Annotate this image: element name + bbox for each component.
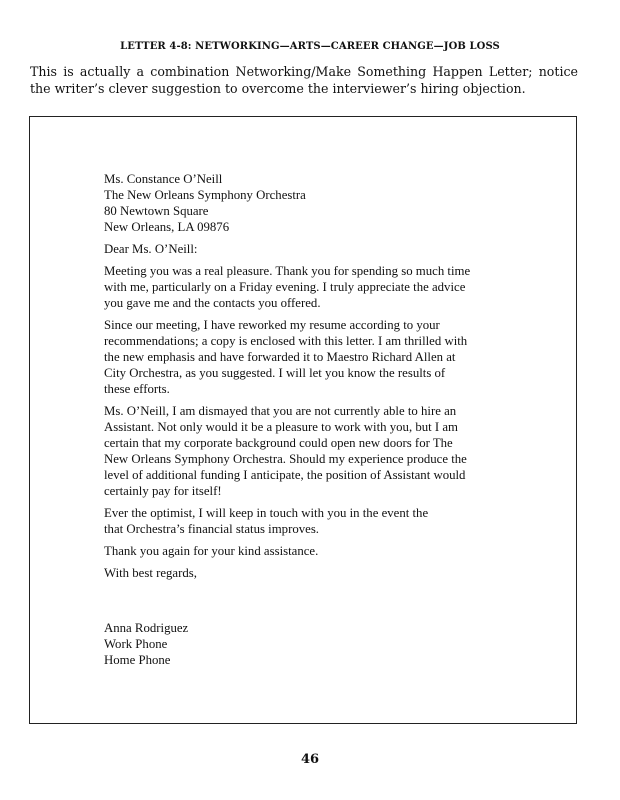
address-line: New Orleans, LA 09876 — [104, 220, 230, 234]
signature-block — [104, 620, 504, 668]
signature-name: Anna Rodriguez — [104, 621, 189, 635]
paragraph-3 — [104, 403, 504, 499]
salutation — [104, 241, 504, 257]
paragraph-line: Since our meeting, I have reworked my resume according to your — [104, 318, 440, 332]
closing — [104, 565, 504, 581]
address-line: Ms. Constance O’Neill — [104, 172, 223, 186]
paragraph-line: Meeting you was a real pleasure. Thank you for spending so much time — [104, 264, 471, 278]
paragraph-line: certain that my corporate background could open new doors for The — [104, 436, 453, 450]
paragraph-line: level of additional funding I anticipate, the position of Assistant would — [104, 468, 466, 482]
paragraph-5 — [104, 543, 504, 559]
paragraph-line: recommendations; a copy is enclosed with this letter. I am thrilled with — [104, 334, 468, 348]
paragraph-line: you gave me and the contacts you offered. — [104, 296, 321, 310]
paragraph-line: these efforts. — [104, 382, 170, 396]
paragraph-line: Assistant. Not only would it be a pleasure to work with you, but I am — [104, 420, 459, 434]
paragraph-line: City Orchestra, as you suggested. I will let you know the results of — [104, 366, 446, 380]
paragraph-line: New Orleans Symphony Orchestra. Should my experience produce the — [104, 452, 467, 466]
paragraph-line: Ms. O’Neill, I am dismayed that you are not currently able to hire an — [104, 404, 457, 418]
paragraph-line: certainly pay for itself! — [104, 484, 222, 498]
paragraph-line: the new emphasis and have forwarded it to Maestro Richard Allen at — [104, 350, 456, 364]
address-line: The New Orleans Symphony Orchestra — [104, 188, 306, 202]
recipient-address — [104, 171, 504, 235]
paragraph-2 — [104, 317, 504, 397]
paragraph-line: with me, particularly on a Friday evening. I truly appreciate the advice — [104, 280, 466, 294]
signature-work-phone: Work Phone — [104, 637, 168, 651]
paragraph-line: that Orchestra’s financial status improves. — [104, 522, 319, 536]
paragraph-4 — [104, 505, 504, 537]
intro-paragraph: This is actually a combination Networking/Make Something Happen Letter; notice the writer’s clever suggestion to overcome the interviewer’s hiring objection. — [30, 64, 578, 96]
signature-home-phone: Home Phone — [104, 653, 171, 667]
address-line: 80 Newtown Square — [104, 204, 209, 218]
letter-heading: LETTER 4-8: NETWORKING—ARTS—CAREER CHANGE—JOB LOSS — [120, 41, 500, 52]
salutation-text: Dear Ms. O’Neill: — [104, 242, 198, 256]
closing-text: With best regards, — [104, 566, 197, 580]
paragraph-1 — [104, 263, 504, 311]
paragraph-line: Ever the optimist, I will keep in touch with you in the event the — [104, 506, 429, 520]
page-number: 46 — [300, 752, 320, 767]
letter-body — [104, 171, 504, 674]
paragraph-line: Thank you again for your kind assistance. — [104, 544, 319, 558]
letter-frame — [29, 116, 577, 724]
